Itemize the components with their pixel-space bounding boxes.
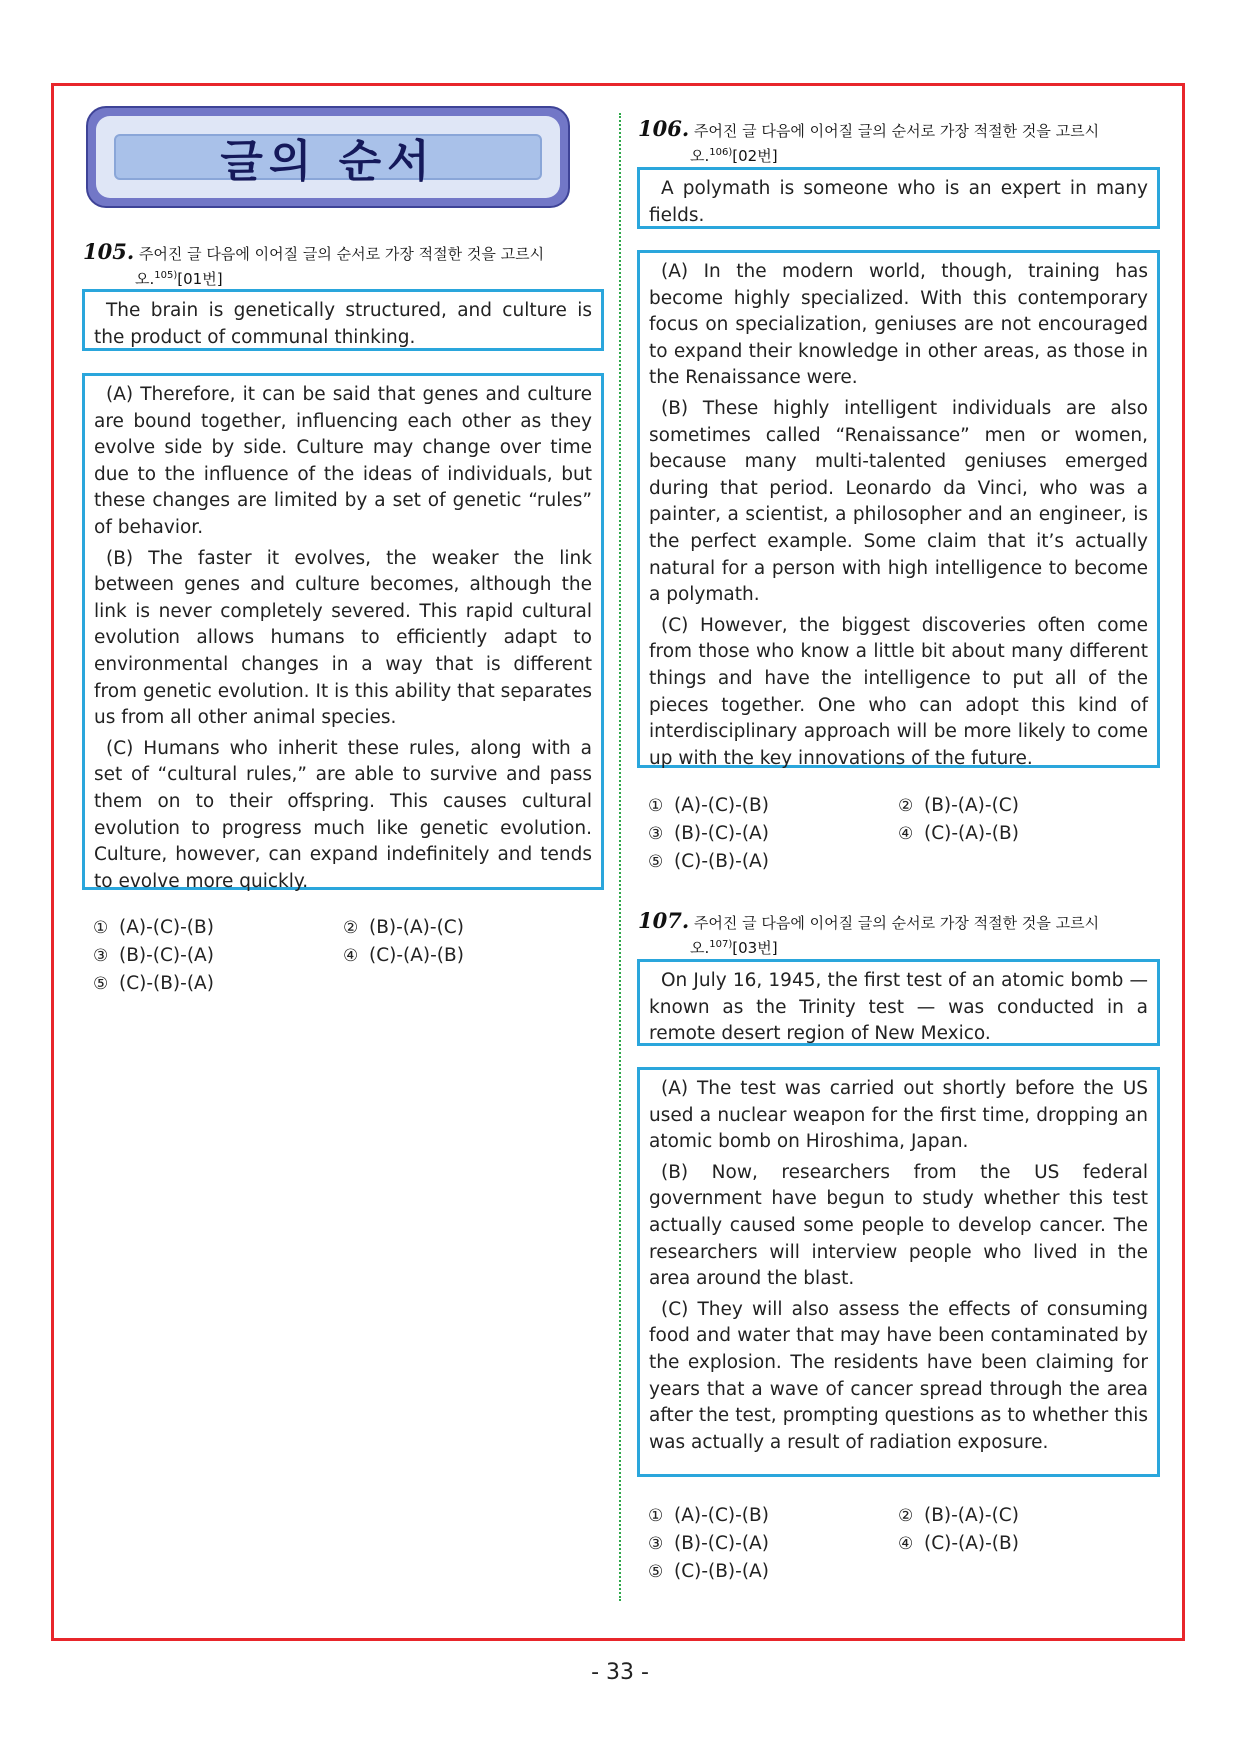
question-tag: [02번] <box>732 147 778 165</box>
paragraph-b: (B) The faster it evolves, the weaker the link between genes and culture becomes, although the link is never completely severed. This rapid cultural evolution allows humans to efficiently adapt to environmental changes in a way that is different from genetic evolution. It is this ability that separates us from all other animal species. <box>94 547 592 729</box>
paragraph-c: (C) They will also assess the effects of consuming food and water that may have been contaminated by the explosion. The residents have been claiming for years that a wave of cancer spread through the area after the test, prompting questions as to whether this was actually a result of radiation exposure. <box>649 1298 1148 1453</box>
option-2[interactable] <box>898 792 1148 820</box>
question-prompt-end: 오. <box>690 939 710 957</box>
option-text: (A)-(C)-(B) <box>674 1505 769 1526</box>
question-prompt: 주어진 글 다음에 이어질 글의 순서로 가장 적절한 것을 고르시 <box>693 122 1100 140</box>
question-105-passage-box <box>82 373 604 890</box>
option-text: (B)-(A)-(C) <box>924 1505 1019 1526</box>
question-number: 107. <box>638 908 690 933</box>
question-number: 105. <box>83 239 135 264</box>
option-marker: ① <box>648 796 664 816</box>
question-105-options <box>93 914 593 998</box>
given-text: On July 16, 1945, the first test of an atomic bomb — known as the Trinity test — was conducted in a remote desert region of New Mexico. <box>649 970 1148 1045</box>
question-tag: [01번] <box>177 270 223 288</box>
option-3[interactable] <box>648 1530 898 1558</box>
option-5[interactable] <box>648 848 898 876</box>
paragraph-c: (C) Humans who inherit these rules, along with a set of “cultural rules,” are able to survive and pass them on to their offspring. This causes cultural evolution to progress much like genetic evolution. Culture, however, can expand indefinitely and tends to evolve more quickly. <box>94 737 592 892</box>
question-number: 106. <box>638 116 690 141</box>
question-106-header <box>638 118 1158 167</box>
question-107-passage-box <box>637 1067 1160 1477</box>
option-text: (C)-(B)-(A) <box>674 1561 769 1582</box>
option-marker: ② <box>898 796 914 816</box>
option-marker: ⑤ <box>93 974 109 994</box>
option-marker: ⑤ <box>648 1562 664 1582</box>
question-105-header <box>83 241 603 290</box>
option-3[interactable] <box>648 820 898 848</box>
option-marker: ② <box>343 918 359 938</box>
paragraph-c: (C) However, the biggest discoveries often come from those who know a little bit about many different things and have the intelligence to put all of the pieces together. One who can adopt this kind of interdisciplinary approach will be more likely to come up with the key innovations of the future. <box>649 614 1148 769</box>
option-marker: ④ <box>898 1534 914 1554</box>
question-106-given-box <box>637 167 1160 229</box>
question-107-options <box>648 1502 1148 1586</box>
question-prompt: 주어진 글 다음에 이어질 글의 순서로 가장 적절한 것을 고르시 <box>693 914 1100 932</box>
question-106-options <box>648 792 1148 876</box>
option-5[interactable] <box>93 970 343 998</box>
option-4[interactable] <box>898 820 1148 848</box>
option-marker: ① <box>648 1506 664 1526</box>
question-tag: [03번] <box>732 939 778 957</box>
option-1[interactable] <box>648 1502 898 1530</box>
option-marker: ③ <box>648 824 664 844</box>
option-3[interactable] <box>93 942 343 970</box>
option-1[interactable] <box>93 914 343 942</box>
option-marker: ① <box>93 918 109 938</box>
section-title-banner <box>86 106 570 208</box>
option-text: (B)-(C)-(A) <box>119 945 214 966</box>
question-106-passage-box <box>637 250 1160 768</box>
section-title-frame <box>96 116 560 198</box>
paragraph-b: (B) Now, researchers from the US federal government have begun to study whether this test actually caused some people to develop cancer. The researchers will interview people who lived in the area around the blast. <box>649 1161 1148 1290</box>
option-4[interactable] <box>343 942 593 970</box>
column-divider <box>619 113 621 1601</box>
question-107-header <box>638 910 1158 959</box>
footnote-ref: 105) <box>154 270 178 281</box>
paragraph-b: (B) These highly intelligent individuals are also sometimes called “Renaissance” men or women, because many multi-talented geniuses emerged during that period. Leonardo da Vinci, who was a painter, a scientist, a philosopher and an engineer, is the perfect example. Some claim that it’s actually natural for a person with high intelligence to become a polymath. <box>649 397 1148 606</box>
option-marker: ⑤ <box>648 852 664 872</box>
given-text: A polymath is someone who is an expert in many fields. <box>649 178 1148 226</box>
option-text: (A)-(C)-(B) <box>119 917 214 938</box>
paragraph-a: (A) Therefore, it can be said that genes and culture are bound together, influencing each other as they evolve side by side. Culture may change over time due to the influence of the ideas of individuals, but these changes are limited by a set of genetic “rules” of behavior. <box>94 384 592 538</box>
option-1[interactable] <box>648 792 898 820</box>
option-2[interactable] <box>898 1502 1148 1530</box>
paragraph-a: (A) The test was carried out shortly before the US used a nuclear weapon for the first time, dropping an atomic bomb on Hiroshima, Japan. <box>649 1078 1148 1153</box>
option-marker: ④ <box>898 824 914 844</box>
question-prompt-end: 오. <box>690 147 710 165</box>
option-text: (A)-(C)-(B) <box>674 795 769 816</box>
option-text: (B)-(C)-(A) <box>674 823 769 844</box>
option-marker: ③ <box>648 1534 664 1554</box>
paragraph-a: (A) In the modern world, though, training has become highly specialized. With this contemporary focus on specialization, geniuses are not encouraged to expand their knowledge in other areas, as those in the Renaissance were. <box>649 261 1148 389</box>
option-5[interactable] <box>648 1558 898 1586</box>
option-4[interactable] <box>898 1530 1148 1558</box>
option-text: (C)-(A)-(B) <box>369 945 464 966</box>
footnote-ref: 106) <box>709 147 733 158</box>
question-prompt-end: 오. <box>135 270 155 288</box>
option-marker: ③ <box>93 946 109 966</box>
question-107-given-box <box>637 959 1160 1046</box>
option-marker: ② <box>898 1506 914 1526</box>
option-2[interactable] <box>343 914 593 942</box>
option-text: (C)-(A)-(B) <box>924 823 1019 844</box>
option-text: (B)-(A)-(C) <box>369 917 464 938</box>
option-text: (C)-(B)-(A) <box>119 973 214 994</box>
option-text: (B)-(A)-(C) <box>924 795 1019 816</box>
option-text: (C)-(A)-(B) <box>924 1533 1019 1554</box>
option-text: (B)-(C)-(A) <box>674 1533 769 1554</box>
option-marker: ④ <box>343 946 359 966</box>
option-text: (C)-(B)-(A) <box>674 851 769 872</box>
footnote-ref: 107) <box>709 939 733 950</box>
question-105-given-box <box>82 289 604 351</box>
page-number: - 33 - <box>591 1660 649 1685</box>
section-title: 글의 순서 <box>220 136 436 187</box>
given-text: The brain is genetically structured, and culture is the product of communal thinking. <box>94 300 592 348</box>
question-prompt: 주어진 글 다음에 이어질 글의 순서로 가장 적절한 것을 고르시 <box>138 245 545 263</box>
section-title-panel <box>114 134 542 187</box>
